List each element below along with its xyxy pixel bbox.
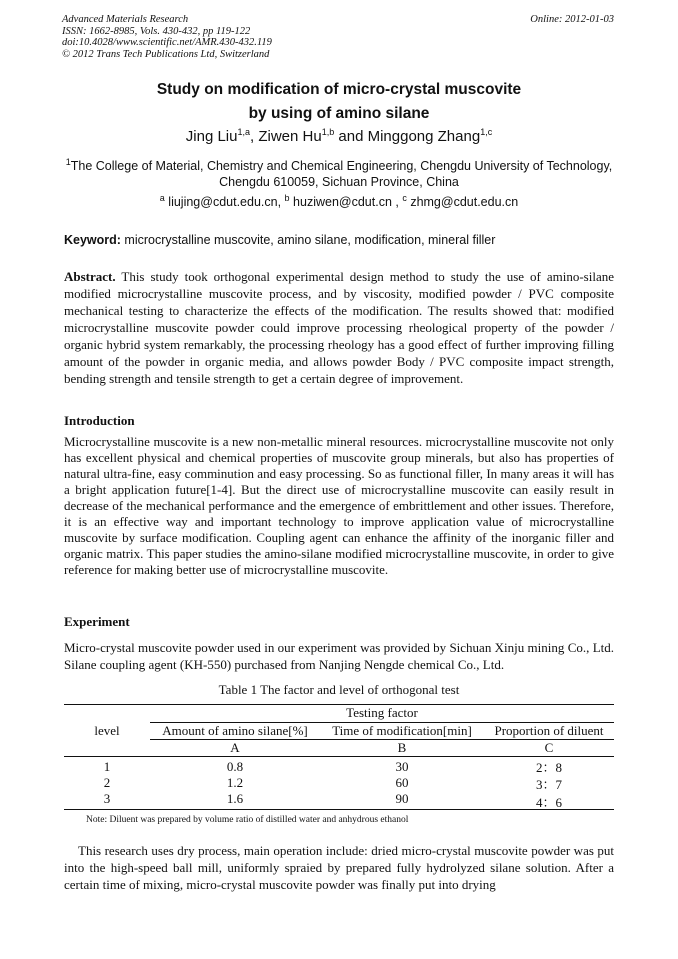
affiliation bbox=[62, 155, 616, 190]
column-code-a: A bbox=[230, 740, 240, 755]
email-list bbox=[62, 193, 616, 209]
introduction-heading: Introduction bbox=[64, 413, 135, 428]
email-mark: a bbox=[159, 193, 165, 203]
table-cell-a: 1.2 bbox=[226, 775, 244, 790]
author-separator: and bbox=[334, 128, 368, 145]
email-link[interactable]: huziwen@cdut.cn bbox=[293, 195, 392, 210]
table-cell-c: 2：8 bbox=[535, 760, 562, 775]
keyword-text: microcrystalline muscovite, amino silane, modification, mineral filler bbox=[120, 233, 496, 247]
author-affiliation-mark: 1,c bbox=[480, 127, 493, 137]
doi-link[interactable]: doi:10.4028/www.scientific.net/AMR.430-432.119 bbox=[62, 37, 272, 48]
author-affiliation-mark: 1,a bbox=[237, 127, 250, 137]
column-header-modification-time: Time of modification[min] bbox=[332, 723, 472, 738]
orthogonal-test-table bbox=[64, 704, 614, 810]
email-link[interactable]: zhmg@cdut.edu.cn bbox=[410, 195, 519, 210]
table-note: Note: Diluent was prepared by volume ratio of distilled water and anhydrous ethanol bbox=[86, 815, 409, 825]
column-header-amino-silane: Amount of amino silane[%] bbox=[162, 723, 308, 738]
table-cell-a: 0.8 bbox=[226, 759, 244, 774]
online-date: Online: 2012-01-03 bbox=[530, 14, 614, 25]
affiliation-mark: 1 bbox=[65, 157, 71, 167]
affiliation-line-1: The College of Material, Chemistry and Chemical Engineering, Chengdu University of Technology, bbox=[70, 159, 613, 174]
abstract-label: Abstract. bbox=[64, 269, 116, 284]
email-mark: c bbox=[402, 193, 407, 203]
table-cell-c: 4：6 bbox=[535, 795, 562, 810]
journal-header bbox=[62, 14, 272, 60]
author-list bbox=[0, 127, 678, 145]
table-cell-level: 2 bbox=[103, 775, 111, 790]
table-cell-level: 1 bbox=[103, 759, 111, 774]
author-separator: , bbox=[250, 128, 259, 145]
experiment-paragraph: Micro-crystal muscovite powder used in our experiment was provided by Sichuan Xinju mining Co., Ltd. Silane coupling agent (KH-550) purchased from Nanjing Nengde chemical Co., Ltd. bbox=[64, 640, 614, 672]
column-code-c: C bbox=[544, 740, 554, 755]
experiment-heading: Experiment bbox=[64, 614, 130, 629]
email-mark: b bbox=[284, 193, 290, 203]
paper-title-line-2: by using of amino silane bbox=[248, 105, 430, 122]
affiliation-line-2: Chengdu 610059, Sichuan Province, China bbox=[219, 174, 459, 189]
process-paragraph: This research uses dry process, main operation include: dried micro-crystal muscovite powder was put into the high-speed ball mill, uniformly spraied by prepared fully hydrolyzed silane solution. After a certain time of mixing, micro-crystal muscovite powder was finally put into drying bbox=[64, 843, 614, 892]
table-cell-b: 30 bbox=[395, 759, 409, 774]
author-affiliation-mark: 1,b bbox=[321, 127, 335, 137]
column-code-b: B bbox=[397, 740, 407, 755]
journal-name: Advanced Materials Research bbox=[62, 14, 189, 25]
email-separator: , bbox=[391, 195, 403, 210]
author-name: Jing Liu bbox=[185, 128, 238, 145]
abstract-text: This study took orthogonal experimental design method to study the use of amino-silane modified microcrystalline muscovite process, and by viscosity, modified powder / PVC composite mechanical testing to characterize the effects of the modification. The results showed that: modified microcrystalline muscovite powder could improve processing rheological property of the powder / organic hybrid system remarkably, the processing rheology has a good effect of further improving filling amount of the powder in organic media, and allows powder Body / PVC composite impact strength, bending strength and tensile strength to get a certain degree of improvement. bbox=[64, 269, 614, 386]
email-separator: , bbox=[277, 195, 285, 210]
author-name: Minggong Zhang bbox=[367, 128, 481, 145]
table-cell-b: 60 bbox=[395, 775, 409, 790]
table-cell-level: 3 bbox=[103, 791, 111, 806]
keywords bbox=[64, 233, 495, 247]
level-header: level bbox=[94, 723, 120, 738]
introduction-paragraph: Microcrystalline muscovite is a new non-metallic mineral resources. microcrystalline muscovite not only has excellent physical and chemical properties of muscovite group minerals, but also has properties of natural ultra-fine, easy comminution and easy processing. So as functional filler, In many areas it will has a bright application future[1-4]. But the direct use of microcrystalline muscovite can easily result in decrease of the mechanical performance and the emergence of embrittlement and other issues. Therefore, it is an effective way and important technology to improve application value of microcrystalline muscovite by surface modification. Coupling agent can enhance the affinity of the inorganic filler and organic matrix. This paper studies the amino-silane modified microcrystalline muscovite, in order to give reference for making better use of microcrystalline muscovite. bbox=[64, 434, 614, 577]
table-cell-c: 3：7 bbox=[535, 777, 562, 792]
abstract-paragraph bbox=[64, 268, 614, 387]
table-cell-a: 1.6 bbox=[226, 791, 244, 806]
column-header-diluent-proportion: Proportion of diluent bbox=[494, 723, 604, 738]
copyright-line: © 2012 Trans Tech Publications Ltd, Switzerland bbox=[62, 48, 270, 60]
keyword-label: Keyword: bbox=[64, 233, 121, 247]
email-link[interactable]: liujing@cdut.edu.cn bbox=[168, 195, 278, 210]
issn-line: ISSN: 1662-8985, Vols. 430-432, pp 119-122 bbox=[62, 25, 251, 37]
paper-title-line-1: Study on modification of micro-crystal muscovite bbox=[156, 81, 522, 98]
table-caption: Table 1 The factor and level of orthogonal test bbox=[218, 682, 460, 697]
testing-factor-header: Testing factor bbox=[346, 705, 418, 720]
table-cell-b: 90 bbox=[395, 791, 409, 806]
author-name: Ziwen Hu bbox=[258, 128, 322, 145]
